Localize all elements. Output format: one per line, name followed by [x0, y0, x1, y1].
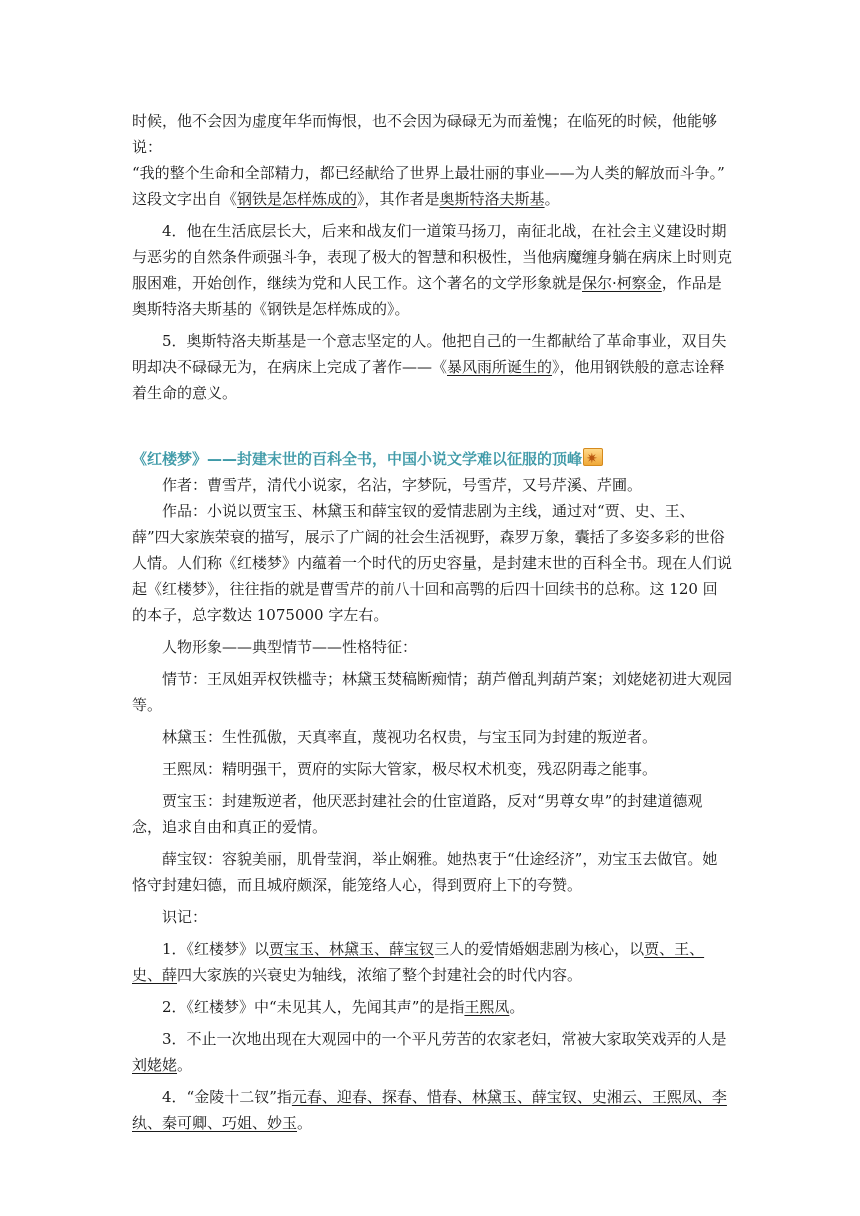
answer-work: 暴风雨所诞生的	[447, 358, 553, 376]
item-5	[132, 328, 732, 406]
text-run: 3．不止一次地出现在大观园中的一个平凡劳苦的农家老妇，常被大家取笑戏弄的人是	[162, 1030, 727, 1048]
text-run: 时候，他不会因为虚度年华而悔恨，也不会因为碌碌无为而羞愧；在临死的时候，他能够说：	[132, 112, 718, 156]
text-run: 2．《红楼梦》中“未见其人，先闻其声”的是指	[162, 998, 465, 1016]
text-run: 4．他在生活底层长大，后来和战友们一道策马扬刀，南征北战，在社会主义建设时期与恶劣的自然条件顽强斗争，表现了极大的智慧和积极性，当他病魔缠身躺在病床上时则克服困难，开始创作，继续为党和人民工作。这个著名的文学形象就是	[132, 222, 733, 292]
answer-book-title: 钢铁是怎样炼成的	[237, 190, 358, 208]
answer-author: 奥斯特洛夫斯基	[439, 190, 545, 208]
memo-item-2	[132, 994, 732, 1020]
text-run: “我的整个生命和全部精力，都已经献给了世界上最壮丽的事业——为人类的解放而斗争。”	[132, 164, 725, 182]
item-4	[132, 218, 732, 322]
character-xue-baochai: 薛宝钗：容貌美丽，肌骨莹润，举止娴雅。她热衷于“仕途经济”，劝宝玉去做官。她恪守封建妇德，而且城府颇深，能笼络人心，得到贾府上下的夸赞。	[132, 850, 718, 894]
text-run: 这段文字出自《	[132, 190, 238, 208]
section-title	[132, 446, 732, 472]
text-run: 》，其作者是	[357, 190, 440, 208]
continued-paragraph	[132, 108, 732, 212]
memo-label: 识记：	[162, 908, 208, 926]
character-jia-baoyu: 贾宝玉：封建叛逆者，他厌恶封建社会的仕宦道路，反对“男尊女卑”的封建道德观念，追求自由和真正的爱情。	[132, 792, 703, 836]
character-wang-xifeng: 王熙凤：精明强干，贾府的实际大管家，极尽权术机变，残忍阴毒之能事。	[162, 760, 658, 778]
sparkle-icon	[583, 448, 603, 466]
text-run: 1．《红楼梦》以	[162, 940, 270, 958]
memo-item-1	[132, 936, 732, 988]
text-run: 》，他用钢铁般的意志诠释着生命的意义。	[132, 358, 725, 402]
answer-character: 保尔·柯察金	[582, 274, 662, 292]
plot-paragraph: 情节：王凤姐弄权铁槛寺；林黛玉焚稿断痴情；葫芦僧乱判葫芦案；刘姥姥初进大观园等。	[132, 670, 733, 714]
text-run: 。	[297, 1114, 313, 1132]
characters-heading: 人物形象——典型情节——性格特征：	[162, 638, 418, 656]
character-lin-daiyu: 林黛玉：生性孤傲，天真率直，蔑视功名权贵，与宝玉同为封建的叛逆者。	[162, 728, 658, 746]
work-paragraph: 作品：小说以贾宝玉、林黛玉和薛宝钗的爱情悲剧为主线，通过对“贾、史、王、薛”四大家族荣衰的描写，展示了广阔的社会生活视野，森罗万象，囊括了多姿多彩的世俗人情。人们称《红楼梦》内蕴着一个时代的历史容量，是封建末世的百科全书。现在人们说起《红楼梦》，往往指的就是曹雪芹的前八十回和高鹗的后四十回续书的总称。这 120 回的本子，总字数达 1075000 字左右。	[132, 502, 733, 624]
answer-twelve-beauties: 元春、迎春、探春、惜春、林黛玉、薛宝钗、史湘云、王熙凤、李纨、秦可卿、巧姐、妙玉	[132, 1088, 727, 1132]
answer-wang-xifeng: 王熙凤	[464, 998, 510, 1016]
text-run: 。	[177, 1056, 193, 1074]
text-run: 5．奥斯特洛夫斯基是一个意志坚定的人。他把自己的一生都献给了革命事业，双目失明却决不碌碌无为，在病床上完成了著作——《	[132, 332, 727, 376]
answer-liu-laolao: 刘姥姥	[132, 1056, 178, 1074]
memo-item-4	[132, 1084, 732, 1136]
text-run: 三人的爱情婚姻悲剧为核心，以	[434, 940, 645, 958]
section-title-text: 《红楼梦》——封建末世的百科全书，中国小说文学难以征服的顶峰	[132, 450, 583, 468]
text-run: 4．“金陵十二钗”指	[162, 1088, 292, 1106]
text-run: ，作品是奥斯特洛夫斯基的《钢铁是怎样炼成的》。	[132, 274, 722, 318]
answer-protagonists: 贾宝玉、林黛玉、薛宝钗	[269, 940, 435, 958]
author-paragraph: 作者：曹雪芹，清代小说家，名沾，字梦阮，号雪芹，又号芹溪、芹圃。	[162, 476, 643, 494]
memo-item-3	[132, 1026, 732, 1078]
text-run: 。	[509, 998, 525, 1016]
answer-families: 贾、王、史、薛	[132, 940, 705, 984]
text-run: 四大家族的兴衰史为轴线，浓缩了整个封建社会的时代内容。	[177, 966, 583, 984]
document-page	[132, 108, 732, 1136]
text-run: 。	[544, 190, 560, 208]
